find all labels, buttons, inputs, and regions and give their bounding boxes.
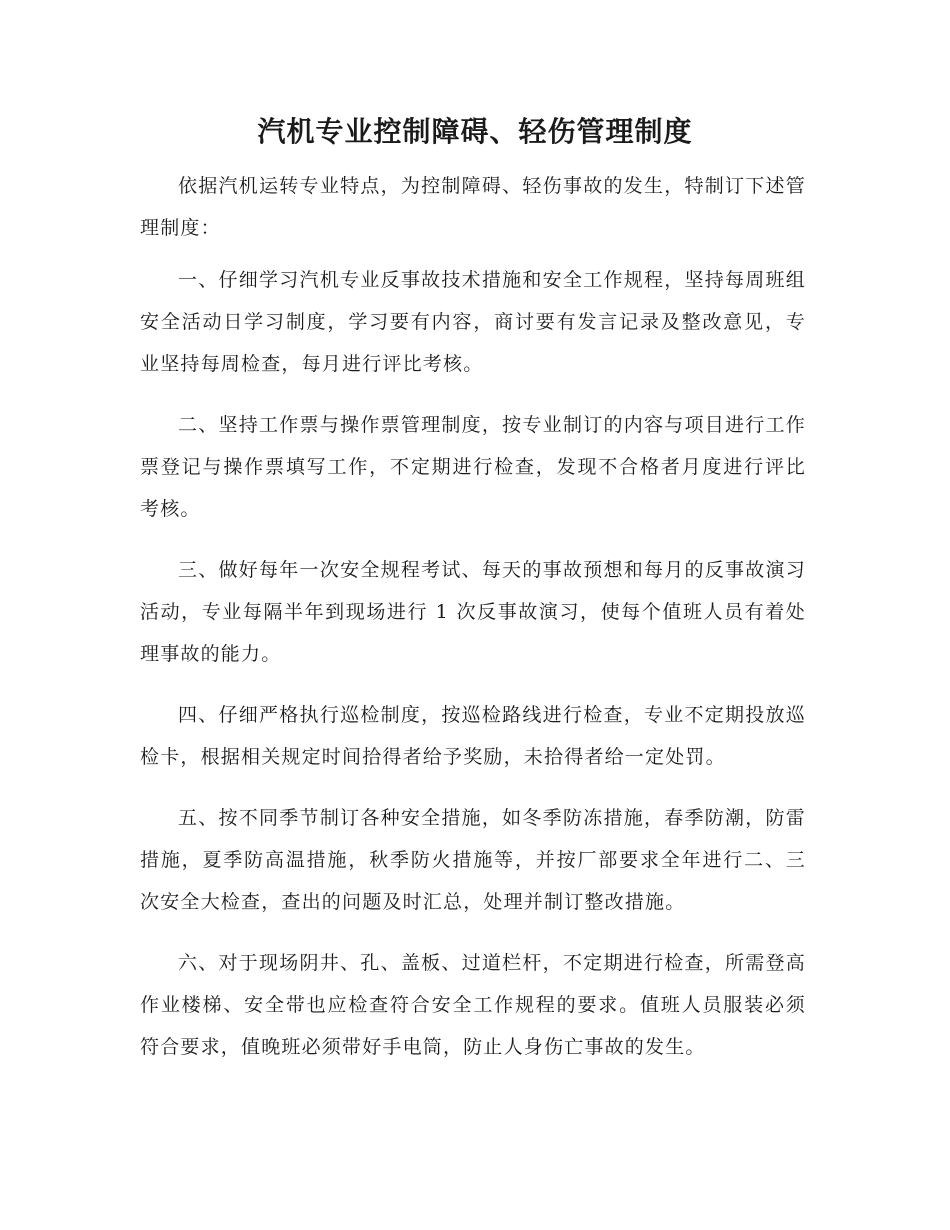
document-title: 汽机专业控制障碍、轻伤管理制度 <box>257 115 693 148</box>
clause-1-paragraph: 一、仔细学习汽机专业反事故技术措施和安全工作规程，坚持每周班组安全活动日学习制度，学习要有内容，商讨要有发言记录及整改意见，专业坚持每周检查，每月进行评比考核。 <box>140 269 806 375</box>
clause-6-paragraph: 六、对于现场阴井、孔、盖板、过道栏杆，不定期进行检查，所需登高作业楼梯、安全带也应检查符合安全工作规程的要求。值班人员服装必须符合要求，值晚班必须带好手电筒，防止人身伤亡事故的发生。 <box>140 952 806 1058</box>
clause-3-paragraph: 三、做好每年一次安全规程考试、每天的事故预想和每月的反事故演习活动，专业每隔半年到现场进行 1 次反事故演习，使每个值班人员有着处理事故的能力。 <box>140 559 806 665</box>
clause-2-paragraph: 二、坚持工作票与操作票管理制度，按专业制订的内容与项目进行工作票登记与操作票填写工作，不定期进行检查，发现不合格者月度进行评比考核。 <box>140 414 806 520</box>
intro-paragraph: 依据汽机运转专业特点，为控制障碍、轻伤事故的发生，特制订下述管理制度： <box>140 175 806 239</box>
clause-4-paragraph: 四、仔细严格执行巡检制度，按巡检路线进行检查，专业不定期投放巡检卡，根据相关规定时间拾得者给予奖励，未拾得者给一定处罚。 <box>140 704 806 768</box>
document-body <box>140 165 806 1087</box>
clause-5-paragraph: 五、按不同季节制订各种安全措施，如冬季防冻措施，春季防潮，防雷措施，夏季防高温措施，秋季防火措施等，并按厂部要求全年进行二、三次安全大检查，查出的问题及时汇总，处理并制订整改措施。 <box>140 807 806 913</box>
